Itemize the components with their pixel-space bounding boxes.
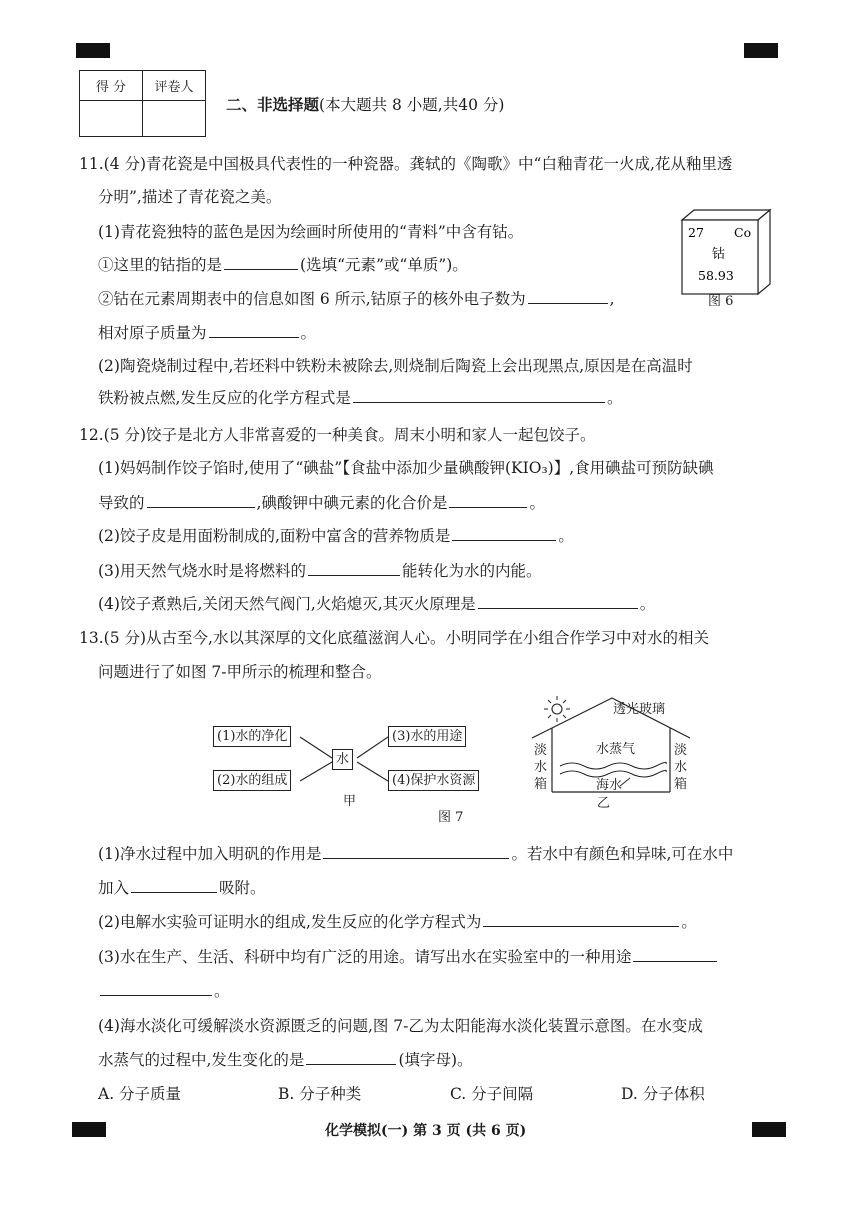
q11-part2-line2: 铁粉被点燃,发生反应的化学方程式是 。: [98, 389, 623, 407]
q11-stem-line2: 分明”,描述了青花瓷之美。: [98, 188, 282, 206]
label-seawater: 海水: [596, 778, 623, 793]
q13-stem-line2: 问题进行了如图 7-甲所示的梳理和整合。: [98, 663, 382, 681]
q13-4-answer-blank[interactable]: [306, 1050, 396, 1065]
q11-2-answer-blank[interactable]: [353, 388, 605, 403]
cobalt-element-cube: [678, 206, 774, 298]
page-footer: 化学模拟(一) 第 3 页 (共 6 页): [325, 1123, 527, 1139]
node-water-uses: (3)水的用途: [388, 726, 466, 747]
label-vapor: 水蒸气: [596, 742, 636, 757]
grader-cell[interactable]: [143, 101, 206, 137]
node-water-center: 水: [332, 749, 353, 770]
figure7-caption: 图 7: [438, 810, 464, 825]
element-symbol: Co: [734, 225, 752, 240]
label-left-tank: 淡水箱: [534, 743, 548, 792]
q13-part1-line2: 加入 吸附。: [98, 879, 266, 897]
q12-4-answer-blank[interactable]: [478, 594, 638, 609]
label-yi: 乙: [597, 796, 611, 811]
node-protect-water: (4)保护水资源: [388, 770, 479, 791]
q13-part4-line2: 水蒸气的过程中,发生变化的是 (填字母)。: [98, 1051, 473, 1069]
sun-icon: [544, 696, 570, 722]
corner-mark-top-right: [744, 43, 778, 58]
q13-part3-line2: 。: [98, 981, 230, 1001]
q11-stem-line1: 11.(4 分)青花瓷是中国极具代表性的一种瓷器。龚轼的《陶歌》中“白釉青花一火成,花从釉里透: [79, 155, 733, 173]
q11-part1a: ①这里的钴指的是 (选填“元素”或“单质”)。: [98, 256, 468, 274]
q12-1b-answer-blank[interactable]: [449, 493, 527, 508]
q13-part2: (2)电解水实验可证明水的组成,发生反应的化学方程式为 。: [98, 913, 697, 931]
q13-1b-answer-blank[interactable]: [131, 878, 217, 893]
atomic-mass: 58.93: [698, 268, 734, 283]
option-d: D. 分子体积: [621, 1085, 705, 1103]
section-note: (本大题共 8 小题,共40 分): [319, 96, 505, 114]
q12-part4: (4)饺子煮熟后,关闭天然气阀门,火焰熄灭,其灭火原理是 。: [98, 595, 656, 613]
option-b: B. 分子种类: [278, 1085, 362, 1103]
node-water-purification: (1)水的净化: [213, 726, 291, 747]
corner-mark-bottom-left: [72, 1122, 106, 1137]
corner-mark-top-left: [76, 43, 110, 58]
q13-part3-line1: (3)水在生产、生活、科研中均有广泛的用途。请写出水在实验室中的一种用途: [98, 947, 719, 967]
label-jia: 甲: [343, 794, 357, 809]
q13-2-answer-blank[interactable]: [483, 912, 679, 927]
q12-part1-line1: (1)妈妈制作饺子馅时,使用了“碘盐”【食盐中添加少量碘酸钾(KIO₃)】,食用碘盐可预防缺碘: [98, 459, 714, 477]
q13-stem-line1: 13.(5 分)从古至今,水以其深厚的文化底蕴滋润人心。小明同学在小组合作学习中对水的相关: [79, 629, 709, 647]
q11-part2-line1: (2)陶瓷烧制过程中,若坯料中铁粉未被除去,则烧制后陶瓷上会出现黑点,原因是在高温时: [98, 357, 693, 375]
q12-1a-answer-blank[interactable]: [147, 493, 255, 508]
q12-2-answer-blank[interactable]: [452, 526, 556, 541]
q11-1b-answer-blank[interactable]: [528, 289, 608, 304]
corner-mark-bottom-right: [752, 1122, 786, 1137]
q12-stem: 12.(5 分)饺子是北方人非常喜爱的一种美食。周末小明和家人一起包饺子。: [79, 426, 596, 444]
q12-part2: (2)饺子皮是用面粉制成的,面粉中富含的营养物质是 。: [98, 527, 574, 545]
q11-part1: (1)青花瓷独特的蓝色是因为绘画时所使用的“青料”中含有钴。: [98, 223, 524, 241]
q12-part3: (3)用天然气烧水时是将燃料的 能转化为水的内能。: [98, 562, 542, 580]
option-a: A. 分子质量: [98, 1085, 182, 1103]
label-right-tank: 淡水箱: [674, 743, 688, 792]
q11-part1c: 相对原子质量为 。: [98, 324, 317, 342]
q11-1a-answer-blank[interactable]: [224, 255, 298, 270]
section-heading: [226, 95, 504, 115]
score-cell[interactable]: [80, 101, 143, 137]
q12-3-answer-blank[interactable]: [308, 561, 400, 576]
figure6-caption: 图 6: [708, 294, 734, 309]
q13-3a-answer-blank[interactable]: [633, 947, 717, 962]
score-header: 得 分: [80, 71, 143, 101]
atomic-number: 27: [688, 225, 704, 240]
q12-part1-line2: 导致的 ,碘酸钾中碘元素的化合价是 。: [98, 494, 545, 512]
q11-part1b: ②钴在元素周期表中的信息如图 6 所示,钴原子的核外电子数为 ,: [98, 290, 615, 308]
label-glass: 透光玻璃: [613, 702, 666, 717]
score-table: [79, 70, 206, 137]
grader-header: 评卷人: [143, 71, 206, 101]
element-name: 钴: [712, 247, 726, 262]
section-title: 二、非选择题: [226, 95, 320, 114]
q13-3b-answer-blank[interactable]: [100, 981, 212, 996]
option-c: C. 分子间隔: [450, 1085, 534, 1103]
q13-part1-line1: (1)净水过程中加入明矾的作用是 。若水中有颜色和异味,可在水中: [98, 845, 734, 863]
node-water-composition: (2)水的组成: [213, 770, 291, 791]
q13-1a-answer-blank[interactable]: [323, 844, 509, 859]
q11-1c-answer-blank[interactable]: [209, 323, 299, 338]
q13-part4-line1: (4)海水淡化可缓解淡水资源匮乏的问题,图 7-乙为太阳能海水淡化装置示意图。在水变成: [98, 1017, 703, 1035]
